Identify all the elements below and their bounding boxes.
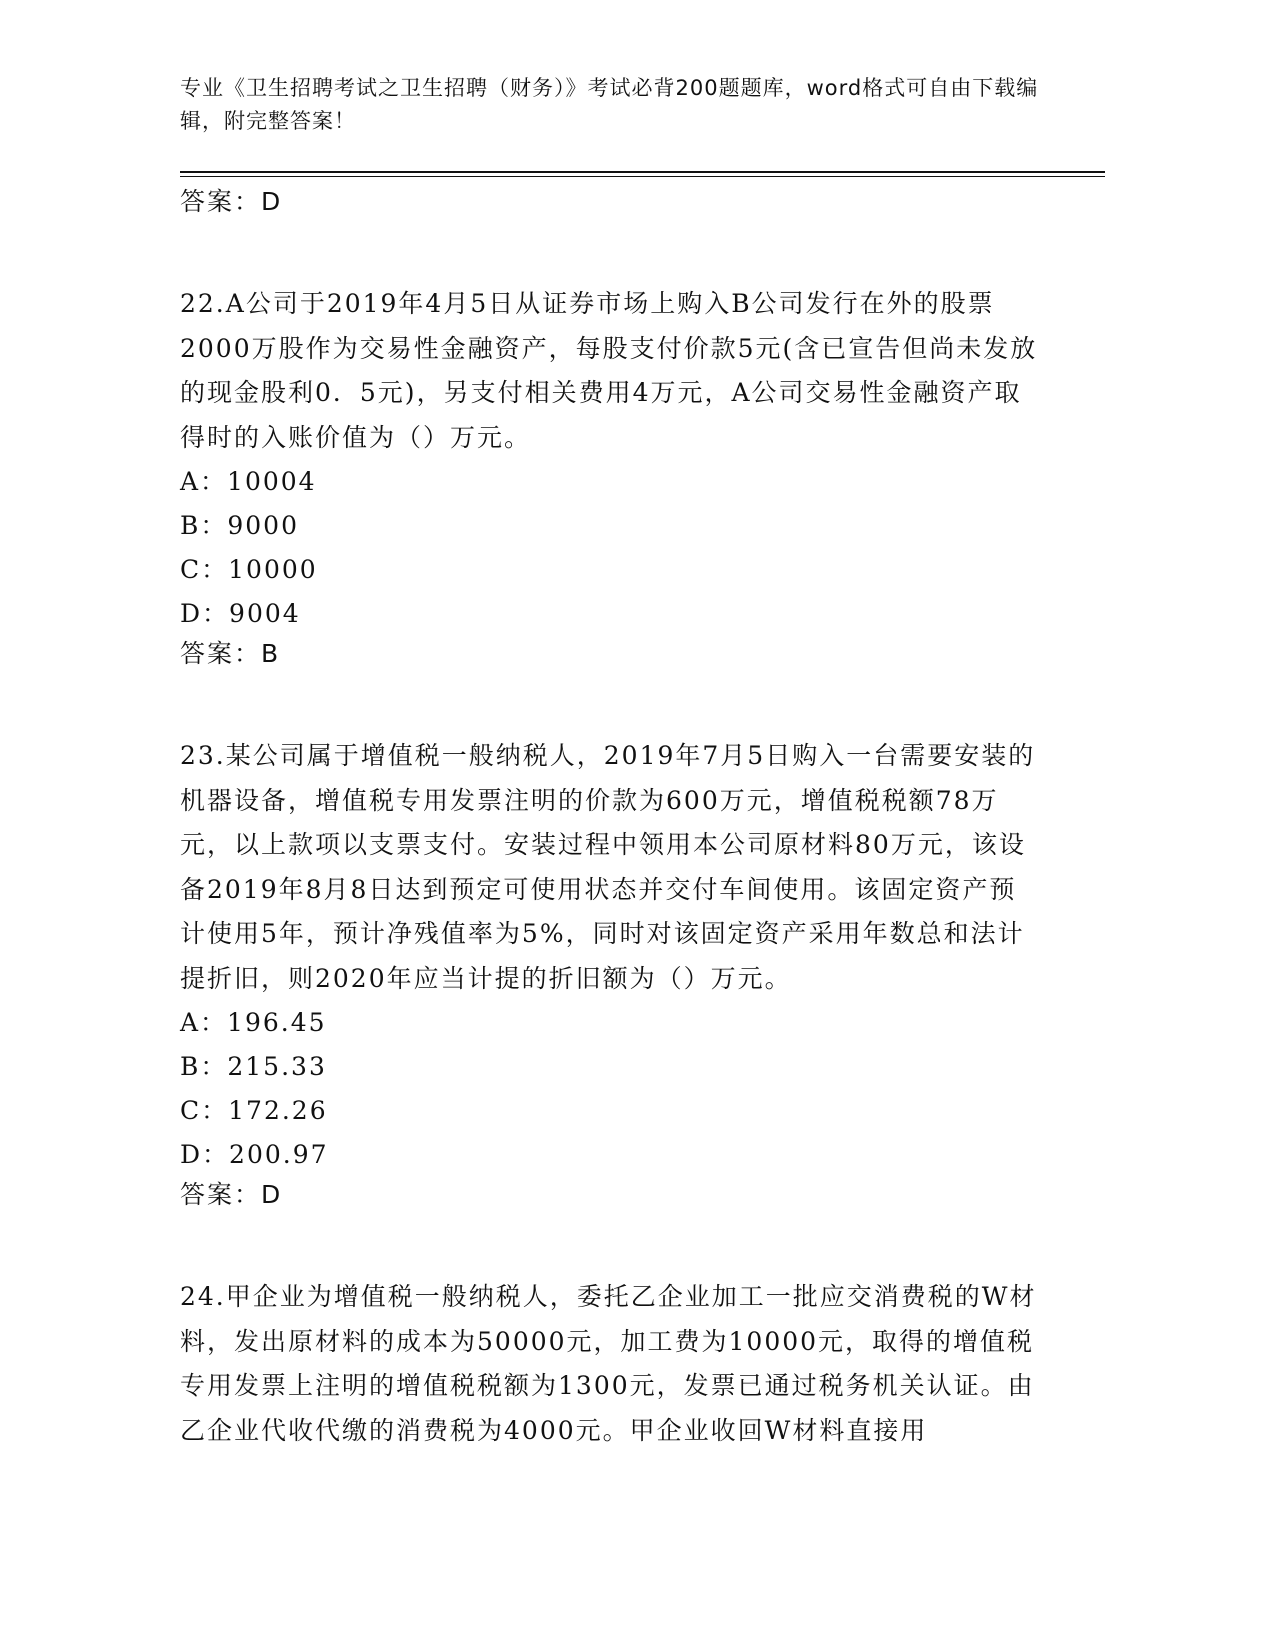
previous-answer: 答案：D [180,187,283,216]
option-c: C：172.26 [180,1096,328,1125]
question-text: 23.某公司属于增值税一般纳税人，2019年7月5日购入一台需要安装的机器设备，增值税专用发票注明的价款为600万元，增值税税额78万元，以上款项以支票支付。安装过程中领用本公司原材料80万元，该设备2019年8月8日达到预定可使用状态并交付车间使用。该固定资产预计使用5年，预计净残值率为5%，同时对该固定资产采用年数总和法计提折旧，则2020年应当计提的折旧额为（）万元。 [180,741,1036,993]
option-b: B：215.33 [180,1052,327,1081]
option-a: A：196.45 [180,1008,327,1037]
question-text: 24.甲企业为增值税一般纳税人，委托乙企业加工一批应交消费税的W材料，发出原材料的成本为50000元，加工费为10000元，取得的增值税专用发票上注明的增值税税额为1300元，发票已通过税务机关认证。由乙企业代收代缴的消费税为4000元。甲企业收回W材料直接用 [180,1282,1037,1445]
document-header [180,72,1060,138]
question-23 [180,734,1040,1213]
option-c: C：10000 [180,555,318,584]
option-d: D：200.97 [180,1140,329,1169]
header-rule-thick [180,171,1105,173]
option-a: A：10004 [180,467,317,496]
answer: 答案：D [180,1180,283,1209]
answer: 答案：B [180,639,281,668]
option-d: D：9004 [180,599,301,628]
header-rule-thin [180,176,1105,177]
option-b: B：9000 [180,511,299,540]
header-text: 专业《卫生招聘考试之卫生招聘（财务）》考试必背200题题库，word格式可自由下载编辑，附完整答案！ [180,76,1039,133]
document-body [180,184,1040,1453]
question-22 [180,282,1040,672]
question-24 [180,1275,1040,1453]
question-text: 22.A公司于2019年4月5日从证券市场上购入B公司发行在外的股票2000万股作为交易性金融资产，每股支付价款5元(含已宣告但尚未发放的现金股利0．5元)，另支付相关费用4万元，A公司交易性金融资产取得时的入账价值为（）万元。 [180,289,1038,452]
